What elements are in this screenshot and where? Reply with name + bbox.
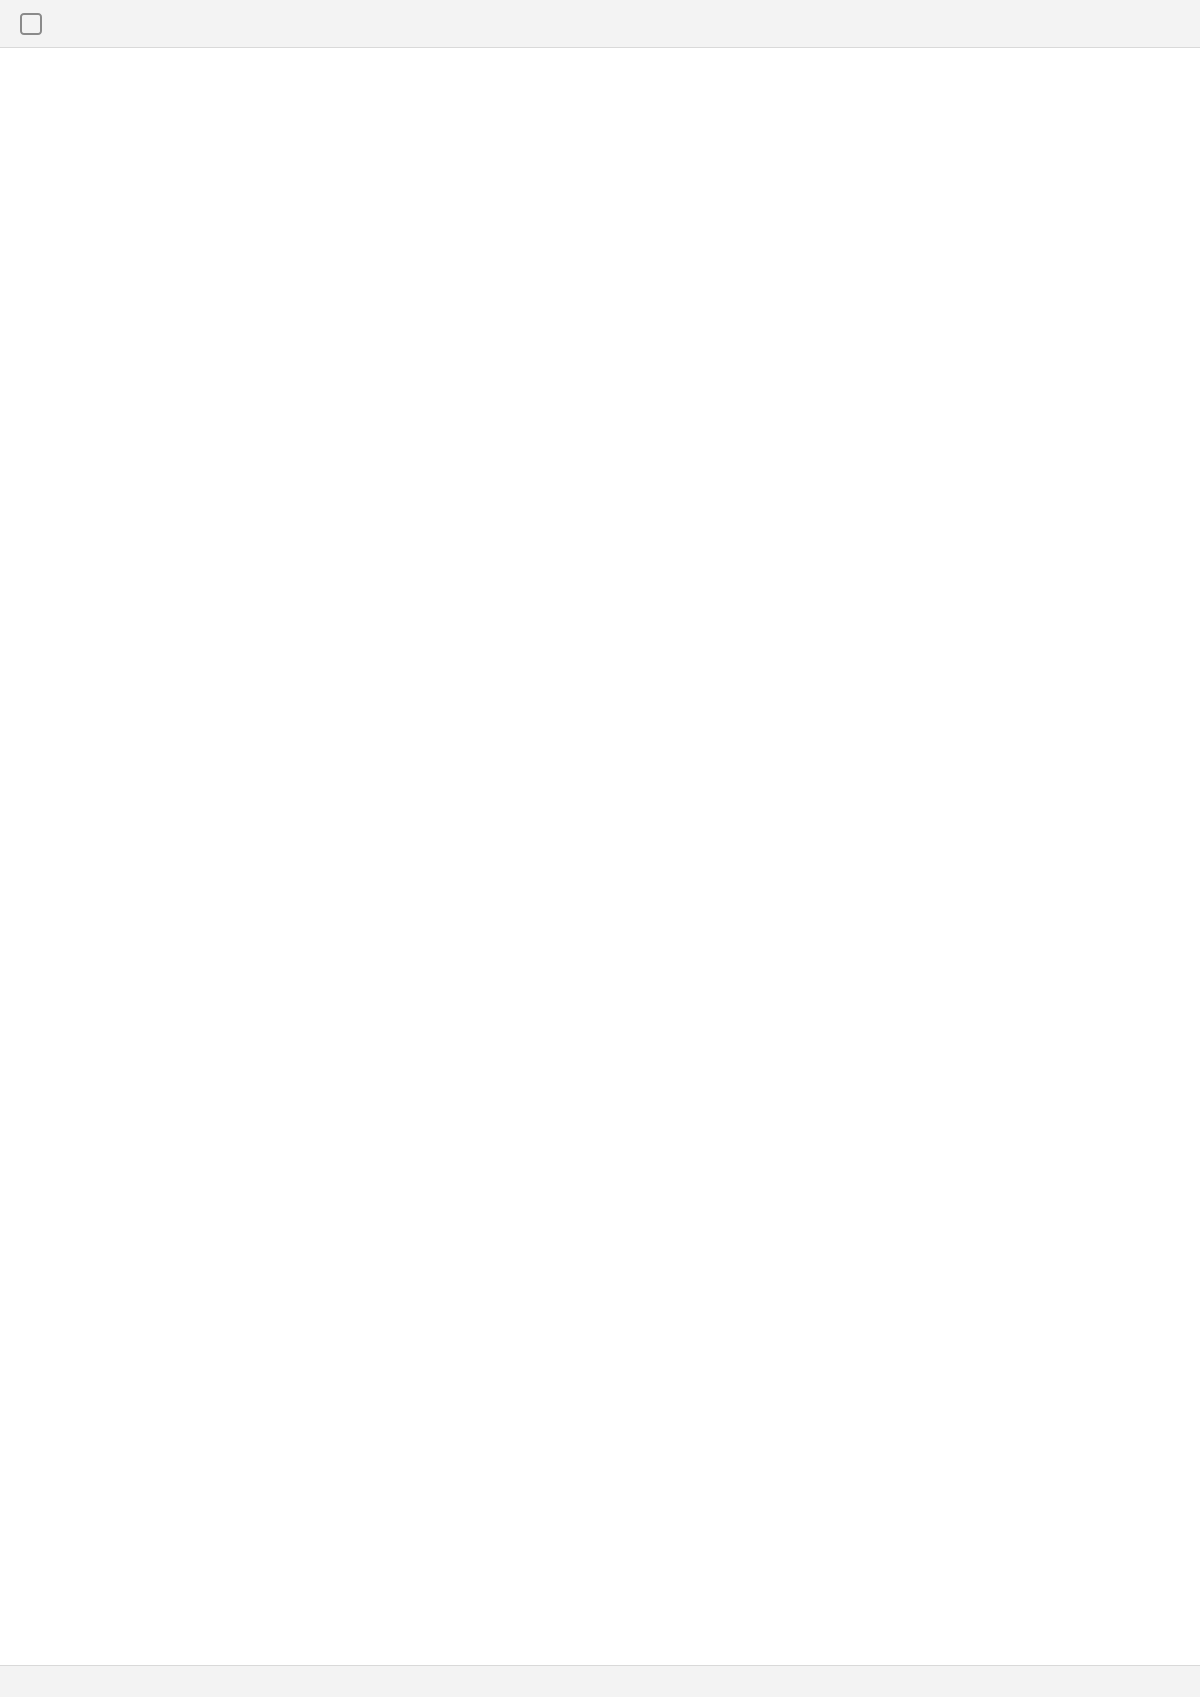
app-icon bbox=[20, 13, 42, 35]
status-bar bbox=[0, 1665, 1200, 1697]
content-area bbox=[0, 48, 1200, 1665]
title-bar bbox=[0, 0, 1200, 48]
